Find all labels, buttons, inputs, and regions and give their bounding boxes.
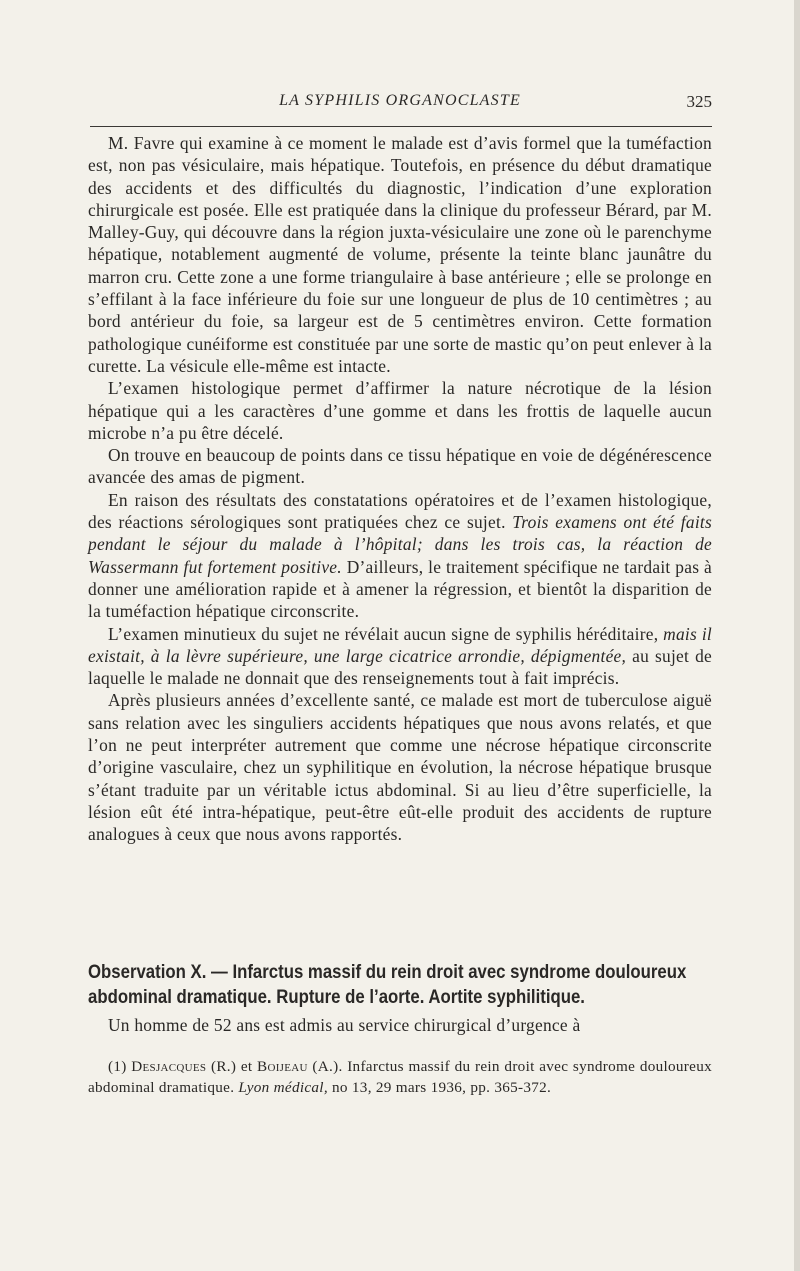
footnote	[88, 1056, 712, 1098]
footnote-marker: (1)	[108, 1058, 132, 1075]
page-edge-shadow	[794, 0, 800, 1271]
examination-text-a: L’examen minutieux du sujet ne révélait aucun signe de syphilis héréditaire,	[108, 623, 664, 644]
page-number: 325	[686, 92, 712, 111]
header-rule	[90, 126, 712, 127]
examination-text-c: au sujet de laquelle le malade ne donnait que des renseignements tout à fait imprécis.	[88, 645, 712, 689]
footnote-title: (A.). Infarctus massif du rein droit avec syndrome douloureux abdominal dramatique.	[88, 1058, 712, 1096]
footnote-citation: no 13, 29 mars 1936, pp. 365-372.	[327, 1079, 552, 1096]
paragraph-pigment: On trouve en beaucoup de points dans ce tissu hépatique en voie de dégénérescence avancée des amas de pigment.	[88, 445, 712, 488]
paragraph-outcome: Après plusieurs années d’excellente santé, ce malade est mort de tuberculose aiguë sans relation avec les singuliers accidents hépatiques que nous avons relatés, et que l’on ne peut interpréter autrement que comme une nécrose hépatique circonscrite d’origine vasculaire, chez un syphilitique en évolution, la nécrose hépatique brusque s’étant traduite par un véritable ictus abdominal. Si au lieu d’être superficielle, la lésion eût été intra-hépatique, peut-être eût-elle produit des accidents de rupture analogues à ceux que nous avons rapportés.	[88, 690, 712, 845]
footnote-author-2: Boijeau	[257, 1058, 308, 1075]
running-title: LA SYPHILIS ORGANOCLASTE	[279, 92, 521, 109]
observation-first-line: Un homme de 52 ans est admis au service chirurgical d’urgence à	[108, 1015, 581, 1035]
paragraph-favre: M. Favre qui examine à ce moment le malade est d’avis formel que la tuméfaction est, non pas vésiculaire, mais hépatique. Toutefois, en présence du début dramatique des accidents et des difficultés du diagnostic, l’indication d’une exploration chirurgicale est posée. Elle est pratiquée dans la clinique du professeur Bérard, par M. Malley-Guy, qui découvre dans la région juxta-vésiculaire une zone où le parenchyme hépatique, notablement augmenté de volume, présente la teinte blanc jaunâtre du marron cru. Cette zone a une forme triangulaire à base antérieure ; elle se prolonge en s’effilant à la face inférieure du foie sur une longueur de plus de 10 centimètres ; au bord antérieur du foie, sa largeur est de 5 centimètres environ. Cette formation pathologique cunéiforme est constituée par une sorte de mastic qu’on peut enlever à la curette. La vésicule elle-même est intacte.	[88, 133, 712, 376]
serology-text-c: D’ailleurs, le traitement spécifique ne tardait pas à donner une amélioration rapide et à amener la régression, et bientôt la disparition de la tuméfaction hépatique circonscrite.	[88, 556, 712, 622]
body-text	[88, 132, 712, 846]
serology-text-a: En raison des résultats des constatations opératoires et de l’examen histologique, des réactions sérologiques sont pratiquées chez ce sujet.	[88, 489, 712, 533]
page-header	[88, 90, 712, 114]
serology-emphasis: Trois examens ont été faits pendant le séjour du malade à l’hôpital; dans les trois cas, la réaction de Wassermann fut fortement positive.	[88, 512, 712, 577]
paragraph-serology	[88, 489, 712, 623]
observation-heading: Observation X. — Infarctus massif du rein droit avec syndrome douloureux abdominal dramatique. Rupture de l’aorte. Aortite syphilitique.	[88, 961, 687, 1008]
paragraph-examination	[88, 623, 712, 690]
examination-emphasis: mais il existait, à la lèvre supérieure, une large cicatrice arrondie, dépigmentée,	[88, 623, 712, 666]
paragraph-histology: L’examen histologique permet d’affirmer la nature nécrotique de la lésion hépatique qui a les caractères d’une gomme et dans les frottis de laquelle aucun microbe n’a pu être décelé.	[88, 378, 712, 443]
footnote-author-1-initials: (R.) et	[206, 1058, 258, 1075]
footnote-author-1: Desjacques	[131, 1058, 207, 1075]
footnote-journal: Lyon médical,	[238, 1079, 328, 1096]
